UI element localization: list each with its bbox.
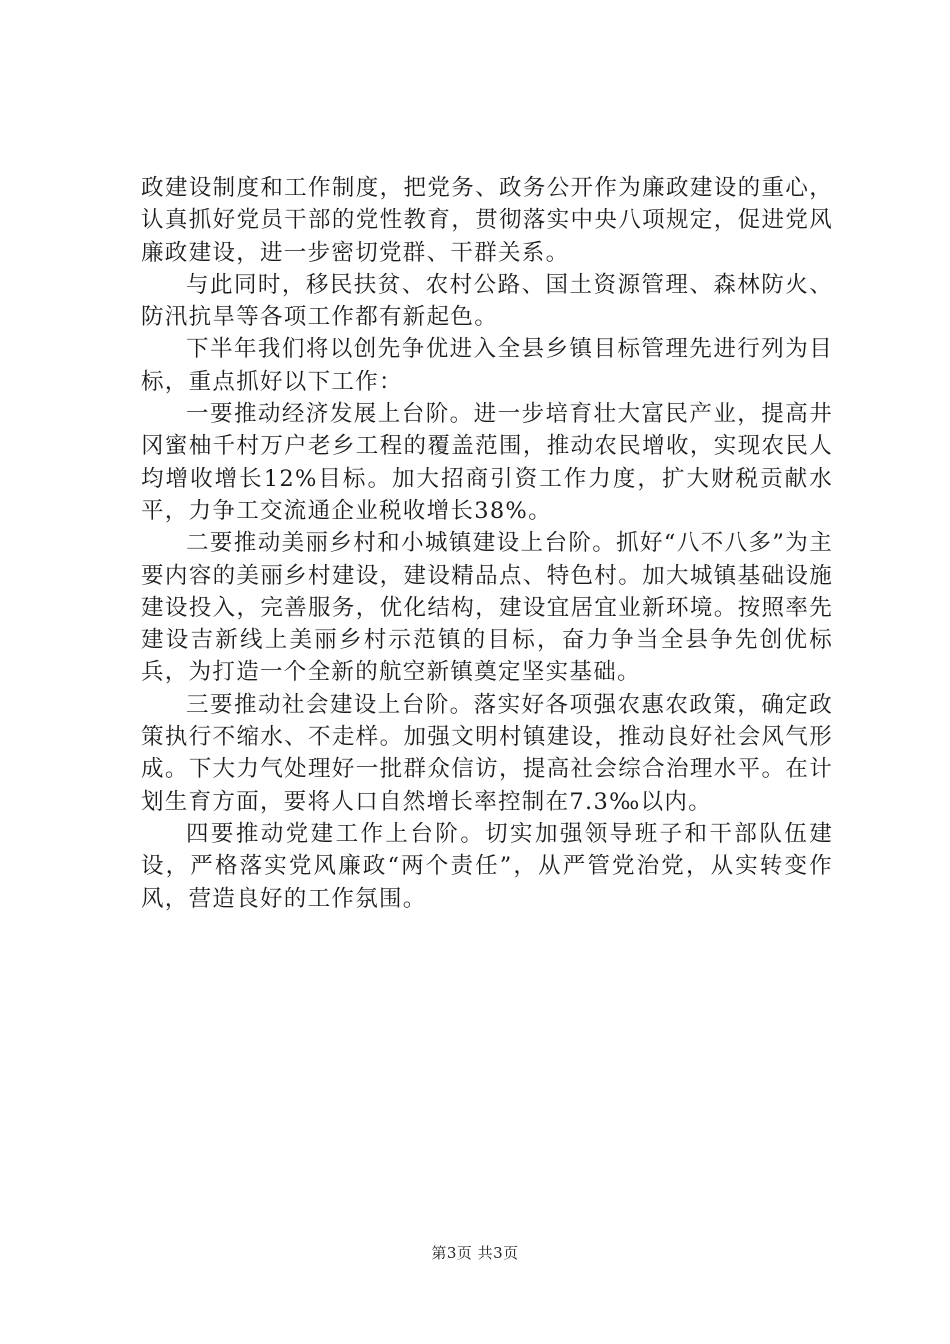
paragraph: 四要推动党建工作上台阶。切实加强领导班子和干部队伍建设，严格落实党风廉政“两个责任”，从严管党治党，从实转变作风，营造良好的工作氛围。: [141, 820, 833, 912]
paragraph-continued: 政建设制度和工作制度，把党务、政务公开作为廉政建设的重心，认真抓好党员干部的党性教育，贯彻落实中央八项规定，促进党风廉政建设，进一步密切党群、干群关系。: [141, 175, 833, 266]
paragraph: 一要推动经济发展上台阶。进一步培育壮大富民产业，提高井冈蜜柚千村万户老乡工程的覆盖范围，推动农民增收，实现农民人均增收增长12%目标。加大招商引资工作力度，扩大财税贡献水平，力争工交流通企业税收增长38%。: [141, 401, 833, 524]
document-body: [141, 172, 833, 915]
paragraph: 下半年我们将以创先争优进入全县乡镇目标管理先进行列为目标，重点抓好以下工作：: [141, 336, 833, 395]
paragraph: 三要推动社会建设上台阶。落实好各项强农惠农政策，确定政策执行不缩水、不走样。加强文明村镇建设，推动良好社会风气形成。下大力气处理好一批群众信访，提高社会综合治理水平。在计划生育方面，要将人口自然增长率控制在7.3‰以内。: [141, 691, 833, 815]
paragraph: 与此同时，移民扶贫、农村公路、国土资源管理、森林防火、防汛抗旱等各项工作都有新起色。: [141, 271, 833, 331]
page-number-footer: 第3页 共3页: [431, 1244, 519, 1262]
paragraph: 二要推动美丽乡村和小城镇建设上台阶。抓好“八不八多”为主要内容的美丽乡村建设，建设精品点、特色村。加大城镇基础设施建设投入，完善服务，优化结构，建设宜居宜业新环境。按照率先建设吉新线上美丽乡村示范镇的目标，奋力争当全县争先创优标兵，为打造一个全新的航空新镇奠定坚实基础。: [141, 530, 833, 686]
